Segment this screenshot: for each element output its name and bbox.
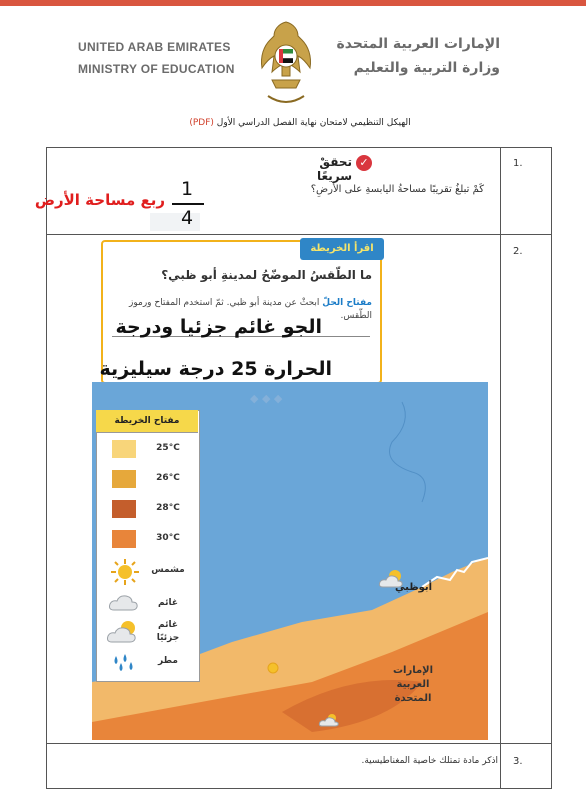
header-ar-line1: الإمارات العربية المتحدة xyxy=(336,36,500,52)
q1-heading: تحققْ سريعًا xyxy=(316,155,352,183)
legend-label-26: 26°C xyxy=(156,473,180,483)
map-label-uae-3: المتحدة xyxy=(394,693,432,704)
q1-number: 1. xyxy=(513,158,523,169)
legend-label-partly-cloudy-2: جزئيًا xyxy=(156,633,180,643)
legend-label-cloudy: غائم xyxy=(158,598,178,608)
cloud-icon xyxy=(108,592,140,614)
legend-swatch-30 xyxy=(112,530,136,548)
legend-label-partly-cloudy-1: غائم xyxy=(158,620,178,630)
watermark-logo: ◆ ◆ ◆ xyxy=(250,392,283,405)
legend-title: مفتاح الخريطة xyxy=(96,410,198,433)
partly-cloudy-icon xyxy=(106,618,142,646)
sun-icon xyxy=(110,558,140,586)
map-label-uae-1: الإمارات xyxy=(392,665,434,676)
rain-icon xyxy=(110,652,140,674)
header-ar-line2: وزارة التربية والتعليم xyxy=(353,60,500,76)
legend-label-sunny: مشمس xyxy=(151,565,185,575)
document-subtitle xyxy=(150,118,450,128)
legend-swatch-25 xyxy=(112,440,136,458)
q3-text: اذكر مادة تمتلك خاصية المغناطيسية. xyxy=(361,756,498,766)
q3-number: 3. xyxy=(513,756,523,767)
q1-answer: ربع مساحة الأرض xyxy=(34,191,165,209)
map-label-uae xyxy=(378,664,448,706)
legend-label-rain: مطر xyxy=(158,656,178,666)
q2-number: 2. xyxy=(513,246,523,257)
fraction-bar xyxy=(172,203,204,205)
fraction-denominator: 4 xyxy=(180,207,194,229)
map-label-abudhabi: أبوظبي xyxy=(395,582,433,593)
q2-question: ما الطّقسُ الموضّحُ لمدينةِ أبو ظبي؟ xyxy=(161,268,372,282)
number-column-divider xyxy=(500,147,501,789)
q2-answer-line1: الجو غائم جزئيا ودرجة xyxy=(115,316,322,338)
legend-label-25: 25°C xyxy=(156,443,180,453)
row-divider-1 xyxy=(46,234,552,235)
q2-answer-line2: الحرارة 25 درجة سيليزية xyxy=(99,358,332,380)
fraction-numerator: 1 xyxy=(180,178,194,200)
solution-key-text: ابحثْ عن مدينة أبو ظبي. ثمّ استخدم المفتاح ورموز الطّقس. xyxy=(129,298,372,321)
map-label-uae-2: العربية xyxy=(396,679,430,690)
q1-text: كَمْ تبلغُ تقريبًا مساحةُ اليابسةِ على الأرضِ؟ xyxy=(310,184,484,195)
header-en-line2: MINISTRY OF EDUCATION xyxy=(78,62,235,76)
top-accent-bar xyxy=(0,0,586,6)
legend-swatch-28 xyxy=(112,500,136,518)
map-sun-icon xyxy=(262,660,284,676)
check-icon: ✓ xyxy=(356,155,372,171)
legend-swatch-26 xyxy=(112,470,136,488)
legend-label-28: 28°C xyxy=(156,503,180,513)
subtitle-pdf: (PDF) xyxy=(189,118,214,128)
row-divider-2 xyxy=(46,743,552,744)
uae-emblem-icon xyxy=(256,16,316,110)
solution-key-label: مفتاح الحلّ xyxy=(322,298,372,308)
subtitle-text: الهيكل التنظيمي لامتحان نهاية الفصل الدراسي الأول xyxy=(216,118,411,128)
legend-label-30: 30°C xyxy=(156,533,180,543)
header-en-line1: UNITED ARAB EMIRATES xyxy=(78,40,231,54)
read-map-tab: اقرأ الخريطة xyxy=(300,238,384,260)
map-partly-cloudy-icon xyxy=(318,712,340,728)
